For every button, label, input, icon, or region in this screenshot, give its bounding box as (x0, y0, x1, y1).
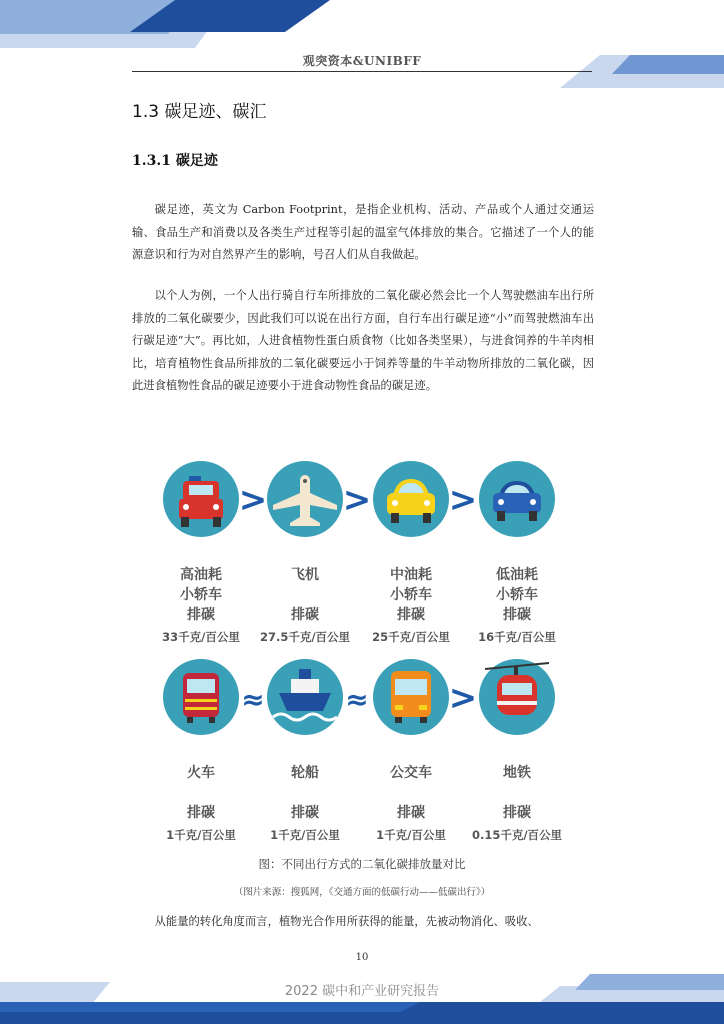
emission-value: 1千克/百公里 (270, 828, 340, 842)
header-decoration (0, 0, 724, 90)
bus-icon (373, 659, 449, 735)
cable-car-icon (479, 659, 555, 735)
emission-value: 1千克/百公里 (166, 828, 236, 842)
emission-value: 33千克/百公里 (162, 630, 240, 644)
yellow-car-icon (373, 461, 449, 537)
section-title: 1.3 碳足迹、碳汇 (132, 102, 267, 122)
emission-label: 排碳 (503, 607, 531, 623)
figure-caption: 图：不同出行方式的二氧化碳排放量对比 (258, 857, 466, 871)
paragraph-text: 碳足迹，英文为 Carbon Footprint，是指企业机构、活动、产品或个人通过交通运输、食品生产和消费以及各类生产过程等引起的温室气体排放的集合。它描述了一个人的能源意识和行为对自然界产生的影响，号召人们从自我做起。 (132, 203, 594, 261)
separator-row2-2: ≈ (345, 683, 369, 716)
mode-label: 小轿车 (180, 587, 222, 603)
separator-row1-3: > (448, 480, 478, 520)
figure-source: （图片来源：搜狐网，《交通方面的低碳行动——低碳出行》） (233, 887, 491, 898)
airplane-icon (267, 461, 343, 537)
mode-label: 地铁 (503, 765, 531, 781)
emission-label: 排碳 (397, 607, 425, 623)
emission-value: 16千克/百公里 (478, 630, 556, 644)
mode-label: 火车 (187, 765, 215, 781)
emission-value: 0.15千克/百公里 (471, 828, 563, 842)
separator-row2-3: > (448, 678, 478, 718)
mode-label: 高油耗 (180, 567, 222, 583)
page-number: 10 (355, 952, 369, 963)
paragraph-carbon-footprint-example (132, 285, 594, 398)
paragraph-text: 从能量的转化角度而言，植物光合作用所获得的能量，先被动物消化、吸收、 (154, 915, 539, 928)
emission-value: 25千克/百公里 (372, 630, 450, 644)
paragraph-text: 以个人为例，一个人出行骑自行车所排放的二氧化碳必然会比一个人驾驶燃油车出行所排放的二氧化碳要少，因此我们可以说在出行方面，自行车出行碳足迹“小”而驾驶燃油车出行碳足迹“大”。再比如，人进食植物性蛋白质食物（比如各类坚果），与进食饲养的牛羊肉相比，培育植物性食品所排放的二氧化碳要远小于饲养等量的牛羊动物所排放的二氧化碳，因此进食植物性食品的碳足迹要小于进食动物性食品的碳足迹。 (132, 289, 594, 392)
transport-emissions-figure (155, 455, 575, 850)
separator-row2-1: ≈ (241, 683, 265, 716)
mode-label: 公交车 (390, 765, 432, 781)
separator-row1-1: > (238, 480, 268, 520)
mode-label: 中油耗 (390, 567, 432, 583)
emission-value: 27.5千克/百公里 (259, 630, 351, 644)
mode-label: 小轿车 (390, 587, 432, 603)
emission-label: 排碳 (187, 805, 215, 821)
mode-label: 小轿车 (496, 587, 538, 603)
mode-label: 轮船 (291, 765, 319, 781)
footer-report-title: 2022 碳中和产业研究报告 (284, 984, 440, 999)
mode-label: 低油耗 (496, 567, 538, 583)
ship-icon (267, 659, 343, 735)
emission-value: 1千克/百公里 (376, 828, 446, 842)
emission-label: 排碳 (291, 607, 319, 623)
paragraph-energy-conversion (132, 911, 594, 934)
separator-row1-2: > (342, 480, 372, 520)
blue-car-icon (479, 461, 555, 537)
subsection-title: 1.3.1 碳足迹 (132, 153, 218, 169)
header-text: 观突资本&UNIBFF (302, 54, 422, 68)
paragraph-carbon-footprint-definition (132, 199, 594, 267)
emission-label: 排碳 (291, 805, 319, 821)
train-icon (163, 659, 239, 735)
emission-label: 排碳 (187, 607, 215, 623)
mode-label: 飞机 (291, 567, 319, 583)
emission-label: 排碳 (503, 805, 531, 821)
header-divider (132, 71, 592, 72)
emission-label: 排碳 (397, 805, 425, 821)
red-car-icon (163, 461, 239, 537)
